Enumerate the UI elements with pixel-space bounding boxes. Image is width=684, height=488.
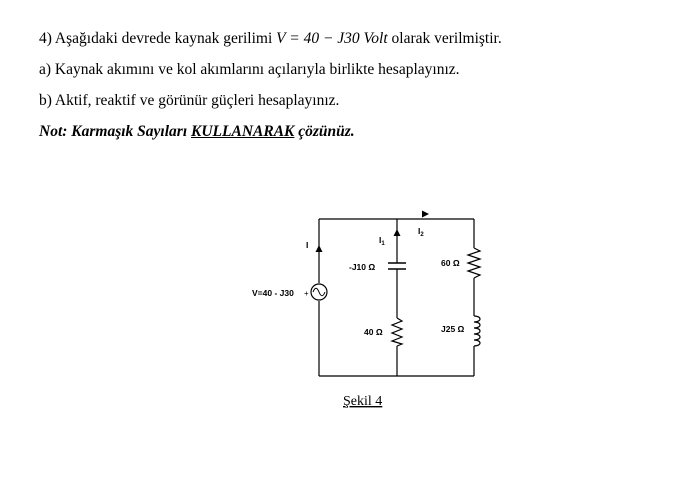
note-prefix: Not: Karmaşık Sayıları — [39, 123, 188, 140]
question-prefix: 4) Aşağıdaki devrede kaynak gerilimi — [39, 30, 273, 47]
label-resistor-middle: 40 Ω — [364, 327, 383, 337]
source-voltage-expression: V = 40 − J30 Volt — [276, 30, 388, 47]
current-arrow-I2 — [422, 211, 429, 218]
part-b-text: b) Aktif, reaktif ve görünür güçleri hesaplayınız. — [39, 92, 340, 109]
question-suffix: olarak verilmiştir. — [391, 30, 502, 47]
note-suffix: çözünüz. — [298, 123, 355, 140]
inductor-symbol — [474, 316, 480, 346]
label-current-I1: $I_1$ — [379, 235, 385, 247]
label-inductor: J25 Ω — [441, 324, 465, 334]
current-arrow-I — [316, 245, 323, 252]
label-capacitor: -J10 Ω — [349, 262, 376, 272]
label-current-I: I — [306, 240, 309, 250]
label-resistor-right: 60 Ω — [441, 258, 460, 268]
label-source: V=40 - J30 — [252, 288, 294, 298]
note-emphasis: KULLANARAK — [191, 123, 295, 140]
figure-caption: Şekil 4 — [343, 394, 383, 409]
part-a-text: a) Kaynak akımını ve kol akımlarını açılarıyla birlikte hesaplayınız. — [39, 61, 460, 78]
resistor-right-symbol — [468, 248, 480, 278]
source-plus-minus: + — [304, 289, 309, 298]
ac-source-symbol — [304, 284, 327, 300]
capacitor-symbol — [388, 263, 406, 269]
resistor-middle-symbol — [392, 318, 402, 346]
label-current-I2: $I_2$ — [418, 226, 424, 238]
current-arrow-I1 — [394, 229, 401, 236]
